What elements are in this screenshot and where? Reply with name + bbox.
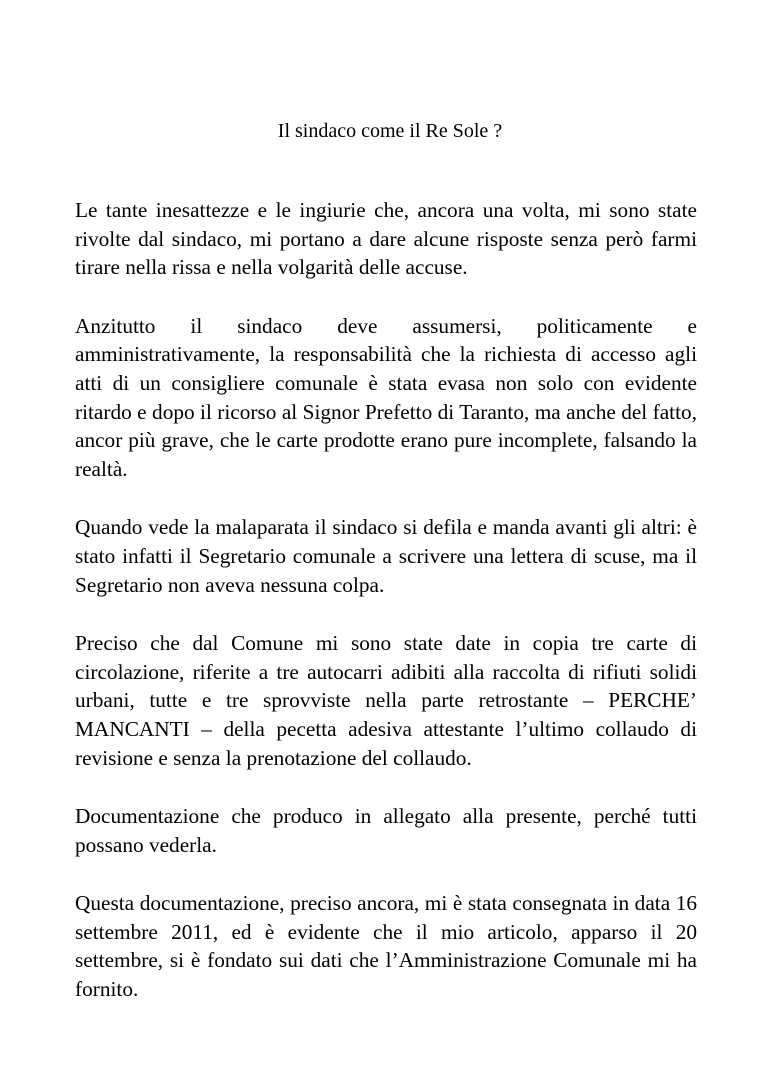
paragraph-6: Questa documentazione, preciso ancora, mi è stata consegnata in data 16 settembre 2011, ed è evidente che il mio articolo, apparso il 20 settembre, si è fondato sui dati che l’Amministrazione Comunale mi ha fornito. (75, 891, 697, 1002)
document-body (75, 196, 697, 1034)
document-title: Il sindaco come il Re Sole ? (277, 120, 503, 142)
paragraph-2: Anzitutto il sindaco deve assumersi, politicamente e amministrativamente, la responsabilità che la richiesta di accesso agli atti di un consigliere comunale è stata evasa non solo con evidente ritardo e dopo il ricorso al Signor Prefetto di Taranto, ma anche del fatto, ancor più grave, che le carte prodotte erano pure incomplete, falsando la realtà. (75, 313, 697, 481)
paragraph-1: Le tante inesattezze e le ingiurie che, ancora una volta, mi sono state rivolte dal sindaco, mi portano a dare alcune risposte senza però farmi tirare nella rissa e nella volgarità delle accuse. (75, 198, 697, 280)
paragraph-5: Documentazione che produco in allegato alla presente, perché tutti possano vederla. (75, 804, 697, 857)
paragraph-3: Quando vede la malaparata il sindaco si defila e manda avanti gli altri: è stato infatti il Segretario comunale a scrivere una lettera di scuse, ma il Segretario non aveva nessuna colpa. (75, 515, 697, 597)
paragraph-4: Preciso che dal Comune mi sono state date in copia tre carte di circolazione, riferite a tre autocarri adibiti alla raccolta di rifiuti solidi urbani, tutte e tre sprovviste nella parte retrostante – PERCHE’ MANCANTI – della pecetta adesiva attestante l’ultimo collaudo di revisione e senza la prenotazione del collaudo. (75, 631, 697, 770)
